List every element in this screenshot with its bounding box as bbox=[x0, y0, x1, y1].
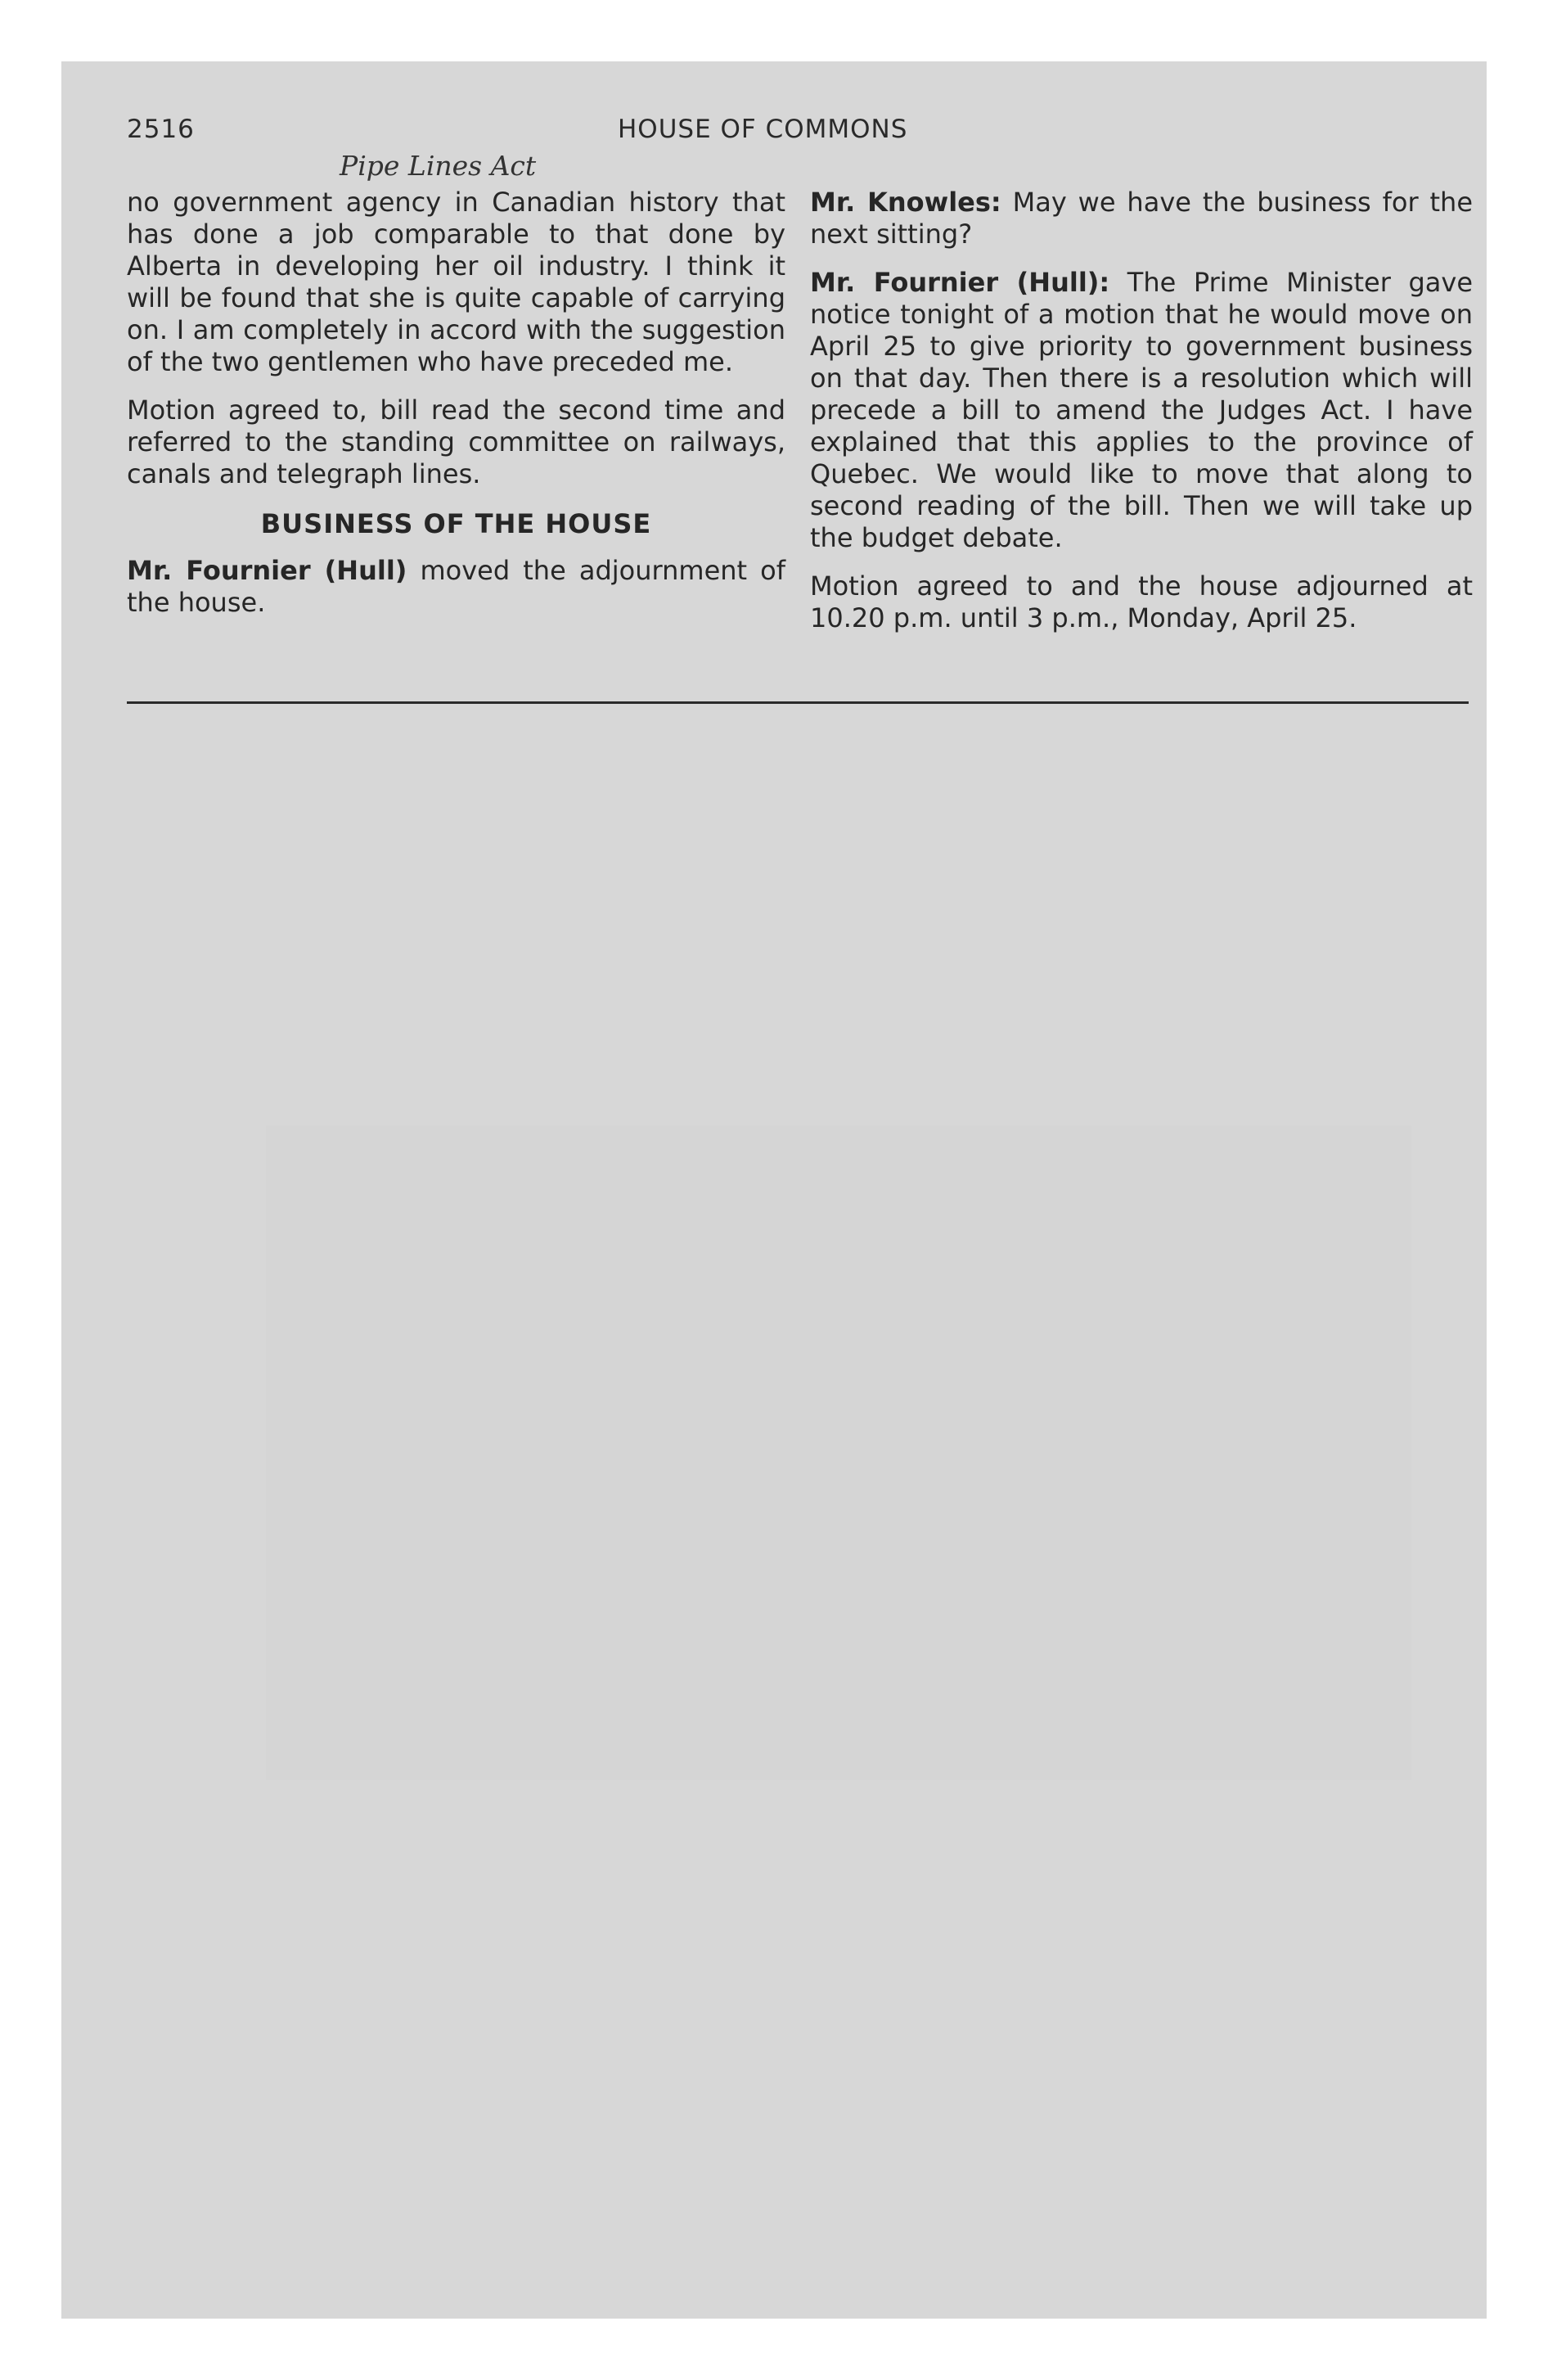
page-number: 2516 bbox=[127, 115, 195, 144]
speaker-name: Mr. Fournier (Hull): bbox=[810, 267, 1110, 298]
speech-text: The Prime Minister gave notice tonight of a motion that he would move on April 25 to give priority to government business on that day. Then there is a resolution which will precede a bill to amend the Judges Act. I have explained that this applies to the province of Quebec. We would like to move that along to second reading of the bill. Then we will take up the budget debate. bbox=[810, 267, 1473, 553]
paragraph: no government agency in Canadian history that has done a job comparable to that done by Alberta in developing her oil industry. I think it will be found that she is quite capable of carrying on. I am completely in accord with the suggestion of the two gentlemen who have preceded me. bbox=[127, 187, 785, 377]
paragraph bbox=[127, 555, 785, 619]
speaker-name: Mr. Fournier (Hull) bbox=[127, 555, 407, 586]
bleed-through-shadow bbox=[266, 1125, 1411, 1780]
right-column bbox=[810, 187, 1473, 634]
page-header bbox=[127, 115, 1469, 156]
paragraph: Motion agreed to, bill read the second time and referred to the standing committee on railways, canals and telegraph lines. bbox=[127, 394, 785, 489]
section-subhead: Pipe Lines Act bbox=[340, 150, 537, 182]
running-head: HOUSE OF COMMONS bbox=[618, 115, 908, 144]
left-column bbox=[127, 187, 785, 619]
paragraph bbox=[810, 267, 1473, 554]
paragraph: Motion agreed to and the house adjourned at 10.20 p.m. until 3 p.m., Monday, April 25. bbox=[810, 570, 1473, 633]
speech-text: May we have the business for the next sitting? bbox=[810, 187, 1474, 250]
end-rule bbox=[127, 701, 1469, 704]
speaker-name: Mr. Knowles: bbox=[810, 187, 1001, 218]
speech-text: moved the adjournment of the house. bbox=[127, 555, 785, 618]
paragraph bbox=[810, 187, 1473, 250]
section-heading: BUSINESS OF THE HOUSE bbox=[260, 508, 652, 539]
